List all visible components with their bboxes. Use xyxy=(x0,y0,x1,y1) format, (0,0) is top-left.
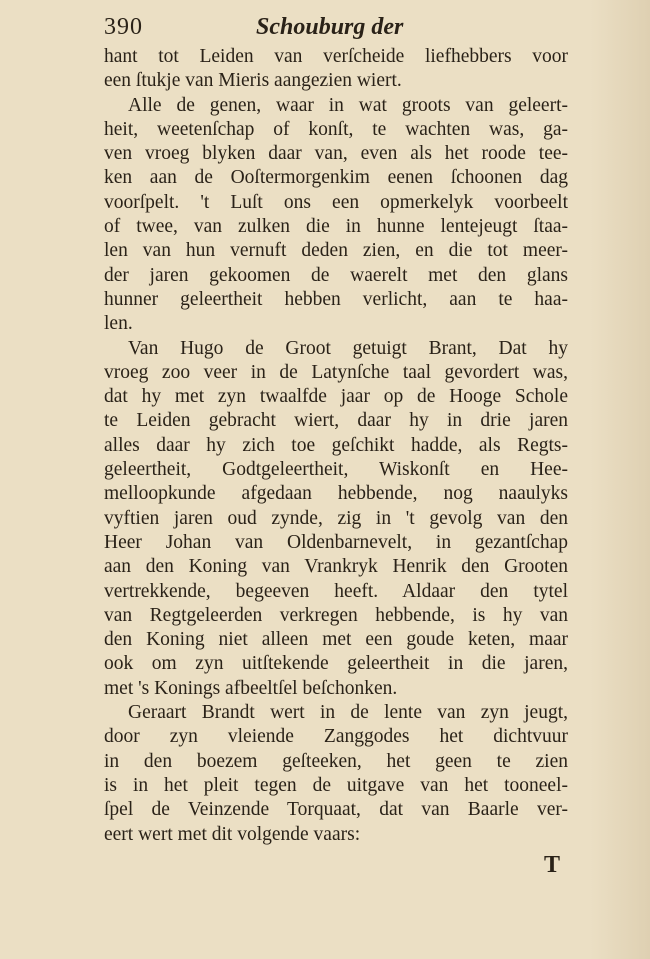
text-line: van Regtgeleerden verkregen hebbende, is hy van xyxy=(104,604,568,626)
text-line: hunner geleertheit hebben verlicht, aan te haa- xyxy=(104,288,568,310)
text-line: Alle de genen, waar in wat groots van geleert- xyxy=(128,94,568,116)
text-line: ken aan de Ooſtermorgenkim eenen ſchoonen dag xyxy=(104,167,568,189)
page-edge-shadow xyxy=(590,0,650,959)
text-line: Van Hugo de Groot getuigt Brant, Dat hy xyxy=(128,337,568,359)
text-line: Geraart Brandt wert in de lente van zyn jeugt, xyxy=(128,702,568,724)
text-line: te Leiden gebracht wiert, daar hy in drie jaren xyxy=(104,410,568,432)
text-line: heit, weetenſchap of konſt, te wachten was, ga- xyxy=(104,118,568,140)
text-line: den Koning niet alleen met een goude keten, maar xyxy=(104,629,568,651)
text-line: voorſpelt. 't Luſt ons een opmerkelyk voorbeelt xyxy=(104,191,568,213)
text-line: der jaren gekoomen de waerelt met den glans xyxy=(104,264,568,286)
text-line: met 's Konings afbeeltſel beſchonken. xyxy=(104,677,398,699)
text-line: vyftien jaren oud zynde, zig in 't gevolg van den xyxy=(104,507,568,529)
page-number: 390 xyxy=(104,14,143,40)
text-line: dat hy met zyn twaalfde jaar op de Hooge Schole xyxy=(104,386,568,408)
text-line: len van hun vernuft deden zien, en die tot meer- xyxy=(104,240,568,262)
catchword: T xyxy=(544,852,561,878)
text-line: len. xyxy=(104,313,133,335)
text-line: vertrekkende, begeeven heeft. Aldaar den tytel xyxy=(104,580,568,602)
text-line: ven vroeg blyken daar van, even als het roode tee- xyxy=(104,143,568,165)
text-line: melloopkunde afgedaan hebbende, nog naaulyks xyxy=(104,483,568,505)
body-text xyxy=(104,45,568,847)
text-line: of twee, van zulken die in hunne lentejeugt ſtaa- xyxy=(104,216,568,238)
text-line: hant tot Leiden van verſcheide liefhebbers voor xyxy=(104,46,568,67)
text-line: eert wert met dit volgende vaars: xyxy=(104,823,361,845)
running-head: Schouburg der xyxy=(256,14,404,40)
text-line: in den boezem geſteeken, het geen te zien xyxy=(104,750,568,772)
page-header xyxy=(104,14,574,48)
text-line: geleertheit, Godtgeleertheit, Wiskonſt en Hee- xyxy=(104,459,568,481)
text-line: een ſtukje van Mieris aangezien wiert. xyxy=(104,70,402,92)
text-line: alles daar hy zich toe geſchikt hadde, als Regts- xyxy=(104,434,568,456)
text-line: aan den Koning van Vrankryk Henrik den Grooten xyxy=(104,556,568,578)
text-line: vroeg zoo veer in de Latynſche taal gevordert was, xyxy=(104,361,568,383)
text-line: door zyn vleiende Zanggodes het dichtvuur xyxy=(104,726,568,748)
text-line: Heer Johan van Oldenbarnevelt, in gezantſchap xyxy=(104,531,568,553)
text-line: ook om zyn uitſtekende geleertheit in die jaren, xyxy=(104,653,568,675)
text-line: is in het pleit tegen de uitgave van het tooneel- xyxy=(104,774,568,796)
text-line: ſpel de Veinzende Torquaat, dat van Baarle ver- xyxy=(104,799,568,821)
